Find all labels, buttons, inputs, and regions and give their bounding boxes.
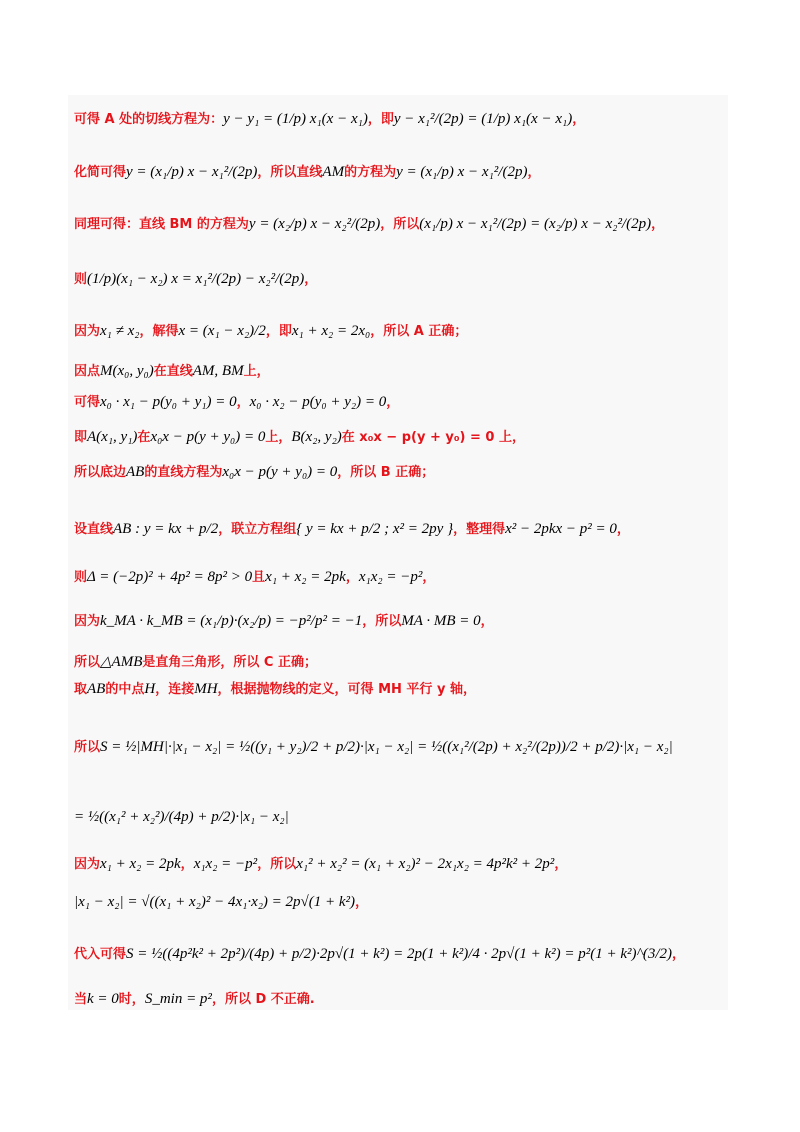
math-expression: x² − 2pkx − p² = 0 <box>505 521 617 537</box>
math-expression: MH <box>194 681 218 697</box>
math-expression: x₀x − p(y + y₀) = 0 <box>150 429 266 445</box>
math-expression: S = ½((4p²k² + 2p²)/(4p) + p/2)·2p√(1 + k²) = 2p(1 + k²)/4 · 2p√(1 + k²) = p²(1 + k²)^(3/2) <box>126 946 673 962</box>
solution-line <box>74 855 730 873</box>
chinese-text: ， <box>345 570 359 585</box>
chinese-text: 即 <box>74 430 88 445</box>
math-expression: x₀ · x₁ − p(y₀ + y₁) = 0 <box>100 394 237 410</box>
math-expression: H <box>144 681 156 697</box>
solution-line <box>74 362 730 380</box>
solution-line <box>74 463 730 481</box>
chinese-text: ，所以 <box>362 614 402 629</box>
chinese-text: 因为 <box>74 857 101 872</box>
solution-line <box>74 653 730 671</box>
chinese-text: 的方程为 <box>344 165 397 180</box>
chinese-text: 当 <box>74 992 88 1007</box>
chinese-text: 上， <box>243 364 270 379</box>
math-expression: x₁ + x₂ = 2pk <box>100 856 181 872</box>
math-expression: B(x₂, y₂) <box>291 429 342 445</box>
math-expression: AB <box>126 464 145 480</box>
chinese-text: ， <box>572 112 586 127</box>
chinese-text: 在 <box>137 430 151 445</box>
solution-line <box>74 215 730 233</box>
chinese-text: 则 <box>74 570 88 585</box>
chinese-text: ，即 <box>367 112 394 127</box>
chinese-text: ， <box>180 857 194 872</box>
chinese-text: ，所以 <box>380 217 420 232</box>
chinese-text: 因点 <box>74 364 101 379</box>
chinese-text: 化简可得 <box>74 165 127 180</box>
math-expression: MA · MB = 0 <box>401 613 481 629</box>
chinese-text: ，所以 <box>257 857 297 872</box>
solution-line <box>74 393 730 411</box>
chinese-text: 同理可得：直线 BM 的方程为 <box>74 217 249 232</box>
chinese-text: ， <box>355 895 369 910</box>
chinese-text: ，所以直线 <box>257 165 323 180</box>
chinese-text: 取 <box>74 682 88 697</box>
math-expression: △AMB <box>100 654 143 670</box>
math-expression: y = (x₁/p) x − x₁²/(2p) <box>126 164 258 180</box>
chinese-text: ， <box>651 217 665 232</box>
math-expression: S = ½|MH|·|x₁ − x₂| = ½((y₁ + y₂)/2 + p/2)·|x₁ − x₂| = ½((x₁²/(2p) + x₂²/(2p))/2 + p/2)·|x₁ − x₂| <box>100 739 673 755</box>
math-expression: y = (x₁/p) x − x₁²/(2p) <box>396 164 528 180</box>
chinese-text: 上， <box>265 430 292 445</box>
math-expression: M(x₀, y₀) <box>100 363 154 379</box>
chinese-text: 可得 <box>74 395 101 410</box>
solution-line <box>74 738 730 756</box>
chinese-text: ，所以 D 不正确. <box>211 992 315 1007</box>
math-expression: x₁x₂ = −p² <box>193 856 258 872</box>
chinese-text: ，所以 B 正确； <box>337 465 435 480</box>
solution-line <box>74 270 730 288</box>
solution-line <box>74 428 730 446</box>
solution-line <box>74 945 730 963</box>
math-expression: |x₁ − x₂| = √((x₁ + x₂)² − 4x₁·x₂) = 2p√(1 + k²) <box>74 894 356 910</box>
math-expression: x₁ + x₂ = 2x₀ <box>291 323 371 339</box>
chinese-text: 因为 <box>74 324 101 339</box>
math-expression: (x₁/p) x − x₁²/(2p) = (x₂/p) x − x₂²/(2p) <box>419 216 652 232</box>
math-expression: AM <box>322 164 345 180</box>
chinese-text: 因为 <box>74 614 101 629</box>
math-expression: = ½((x₁² + x₂²)/(4p) + p/2)·|x₁ − x₂| <box>74 809 289 825</box>
math-expression: S_min = p² <box>144 991 212 1007</box>
chinese-text: ，解得 <box>139 324 179 339</box>
chinese-text: ，连接 <box>155 682 195 697</box>
solution-line <box>74 808 730 826</box>
math-expression: x₁x₂ = −p² <box>358 569 423 585</box>
chinese-text: 的中点 <box>105 682 145 697</box>
chinese-text: 在 x₀x − p(y + y₀) = 0 上， <box>341 430 526 445</box>
math-expression: { y = kx + p/2 ; x² = 2py } <box>296 521 454 537</box>
chinese-text: ，联立方程组 <box>218 522 297 537</box>
solution-line <box>74 163 730 181</box>
solution-line <box>74 893 730 911</box>
chinese-text: 是直角三角形，所以 C 正确； <box>142 655 317 670</box>
math-expression: A(x₁, y₁) <box>87 429 138 445</box>
chinese-text: ， <box>527 165 541 180</box>
chinese-text: ， <box>386 395 400 410</box>
math-expression: AB : y = kx + p/2 <box>113 521 219 537</box>
math-expression: y = (x₂/p) x − x₂²/(2p) <box>248 216 381 232</box>
solution-line <box>74 612 730 630</box>
chinese-text: ， <box>554 857 568 872</box>
math-expression: x₁² + x₂² = (x₁ + x₂)² − 2x₁x₂ = 4p²k² + 2p² <box>296 856 555 872</box>
chinese-text: 则 <box>74 272 88 287</box>
chinese-text: ， <box>422 570 436 585</box>
chinese-text: ， <box>672 947 686 962</box>
chinese-text: 所以 <box>74 740 101 755</box>
math-expression: k_MA · k_MB = (x₁/p)·(x₂/p) = −p²/p² = −1 <box>100 613 363 629</box>
math-expression: AM, BM <box>192 363 244 379</box>
chinese-text: 代入可得 <box>74 947 127 962</box>
chinese-text: 在直线 <box>153 364 193 379</box>
chinese-text: ， <box>304 272 318 287</box>
solution-line <box>74 680 730 698</box>
chinese-text: 所以底边 <box>74 465 127 480</box>
chinese-text: 所以 <box>74 655 101 670</box>
solution-line <box>74 990 730 1008</box>
chinese-text: ， <box>616 522 630 537</box>
solution-line <box>74 568 730 586</box>
math-expression: x = (x₁ − x₂)/2 <box>178 323 266 339</box>
math-expression: Δ = (−2p)² + 4p² = 8p² > 0 <box>87 569 253 585</box>
math-expression: AB <box>87 681 106 697</box>
math-expression: y − y₁ = (1/p) x₁(x − x₁) <box>223 111 368 127</box>
math-expression: (1/p)(x₁ − x₂) x = x₁²/(2p) − x₂²/(2p) <box>87 271 305 287</box>
chinese-text: 的直线方程为 <box>144 465 223 480</box>
chinese-text: ，所以 A 正确； <box>370 324 468 339</box>
chinese-text: 设直线 <box>74 522 114 537</box>
math-expression: x₀x − p(y + y₀) = 0 <box>222 464 338 480</box>
chinese-text: ，即 <box>265 324 292 339</box>
solution-line <box>74 520 730 538</box>
chinese-text: 时， <box>118 992 145 1007</box>
solution-line <box>74 322 730 340</box>
math-expression: x₀ · x₂ − p(y₀ + y₂) = 0 <box>249 394 387 410</box>
math-expression: x₁ + x₂ = 2pk <box>265 569 346 585</box>
math-expression: y − x₁²/(2p) = (1/p) x₁(x − x₁) <box>393 111 573 127</box>
chinese-text: ，根据抛物线的定义，可得 MH 平行 y 轴， <box>217 682 476 697</box>
chinese-text: 可得 A 处的切线方程为： <box>74 112 224 127</box>
chinese-text: ， <box>480 614 494 629</box>
chinese-text: 且 <box>252 570 266 585</box>
solution-line <box>74 110 730 128</box>
math-expression: x₁ ≠ x₂ <box>100 323 140 339</box>
chinese-text: ， <box>236 395 250 410</box>
math-expression: k = 0 <box>87 991 119 1007</box>
chinese-text: ，整理得 <box>453 522 506 537</box>
